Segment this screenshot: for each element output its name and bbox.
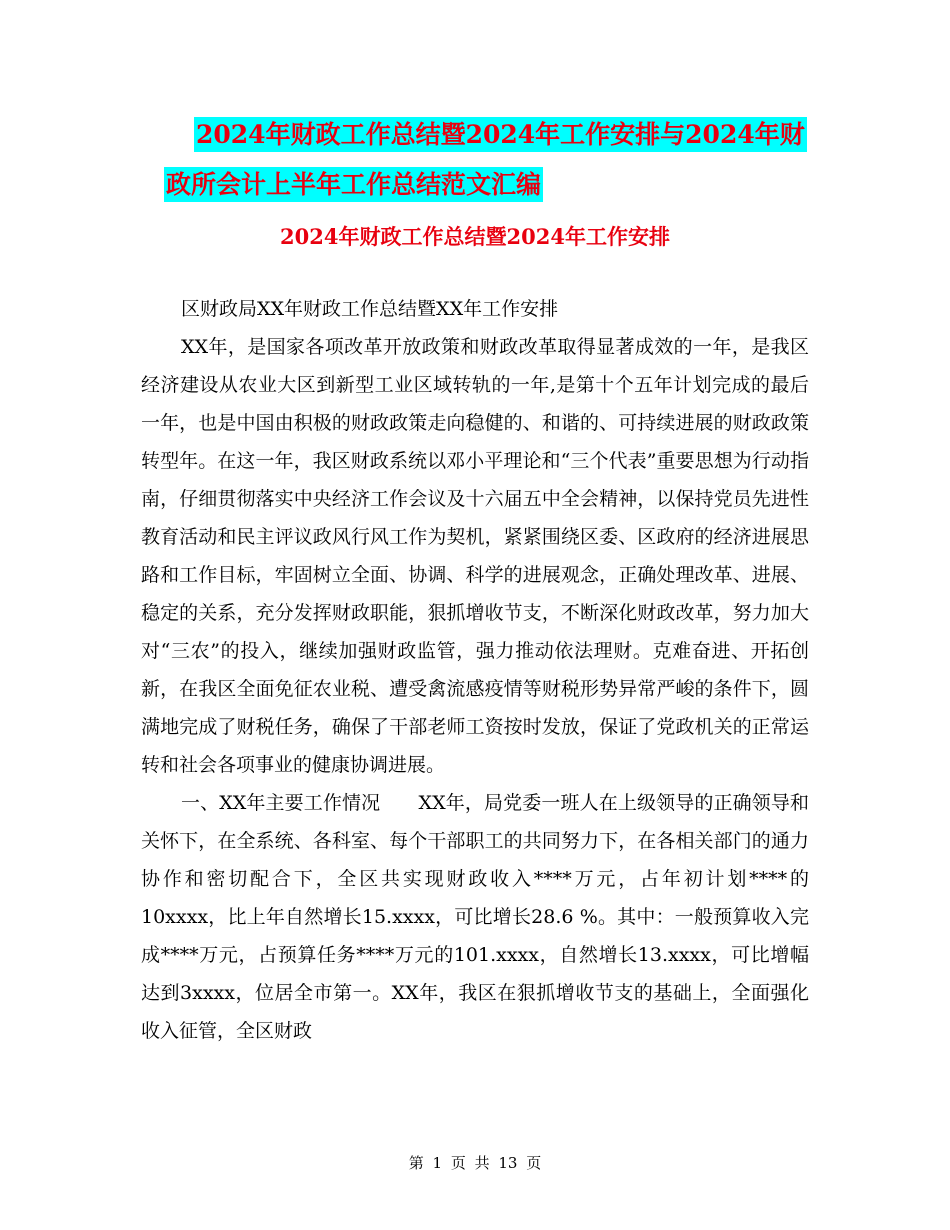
paragraph-intro: XX年，是国家各项改革开放政策和财政改革取得显著成效的一年，是我区经济建设从农业大区到新型工业区域转轨的一年,是第十个五年计划完成的最后一年，也是中国由积极的财政政策走向稳健的、和谐的、可持续进展的财政政策转型年。在这一年，我区财政系统以邓小平理论和“三个代表”重要思想为行动指南，仔细贯彻落实中央经济工作会议及十六届五中全会精神，以保持党员先进性教育活动和民主评议政风行风工作为契机，紧紧围绕区委、区政府的经济进展思路和工作目标，牢固树立全面、协调、科学的进展观念，正确处理改革、进展、稳定的关系，充分发挥财政职能，狠抓增收节支，不断深化财政改革，努力加大对“三农”的投入，继续加强财政监管，强力推动依法理财。克难奋进、开拓创新，在我区全面免征农业税、遭受禽流感疫情等财税形势异常严峻的条件下，圆满地完成了财税任务，确保了干部老师工资按时发放，保证了党政机关的正常运转和社会各项事业的健康协调进展。	[141, 336, 809, 776]
title-line-1: 2024年财政工作总结暨2024年工作安排与2024年财	[194, 117, 807, 152]
document-title	[140, 110, 820, 210]
paragraph-main-work: 一、XX年主要工作情况 XX年，局党委一班人在上级领导的正确领导和关怀下，在全系统、各科室、每个干部职工的共同努力下，在各相关部门的通力协作和密切配合下，全区共实现财政收入****万元，占年初计划****的10xxxx，比上年自然增长15.xxxx，可比增长28.6 %。其中：一般预算收入完成****万元，占预算任务****万元的101.xxxx，自然增长13.xxxx，可比增幅达到3xxxx，位居全市第一。XX年，我区在狠抓增收节支的基础上，全面强化收入征管，全区财政	[141, 792, 809, 1042]
page-footer: 第 1 页 共 13 页	[408, 1154, 542, 1172]
paragraph-subtitle: 区财政局XX年财政工作总结暨XX年工作安排	[181, 298, 559, 320]
title-line-2: 政所会计上半年工作总结范文汇编	[164, 167, 543, 202]
document-body	[141, 290, 809, 1050]
section-title: 2024年财政工作总结暨2024年工作安排	[280, 224, 670, 249]
